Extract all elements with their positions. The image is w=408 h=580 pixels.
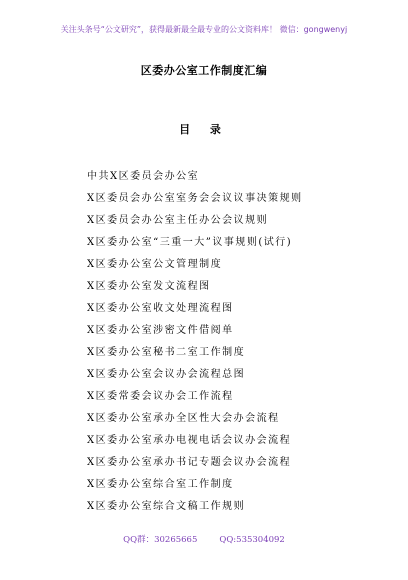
toc-list bbox=[87, 166, 303, 518]
toc-item[interactable]: X区委常委会议办会工作流程 bbox=[87, 391, 234, 402]
toc-heading: 目 录 bbox=[179, 123, 229, 136]
toc-item[interactable]: X区委办公室“三重一大”议事规则(试行) bbox=[87, 237, 293, 248]
qq-text: QQ:535304092 bbox=[219, 535, 285, 545]
toc-item[interactable]: 中共X区委员会办公室 bbox=[87, 171, 200, 182]
header-note: 关注头条号“公文研究”，获得最新最全最专业的公文资料库！ 微信：gongwenyj bbox=[60, 25, 348, 34]
toc-item[interactable]: X区委办公室秘书二室工作制度 bbox=[87, 347, 246, 358]
toc-item[interactable]: X区委办公室涉密文件借阅单 bbox=[87, 325, 234, 336]
toc-item[interactable]: X区委员会办公室室务会会议议事决策规则 bbox=[87, 193, 303, 204]
toc-item[interactable]: X区委办公室会议办会流程总图 bbox=[87, 369, 246, 380]
toc-item[interactable]: X区委办公室发文流程图 bbox=[87, 281, 211, 292]
toc-item[interactable]: X区委办公室承办电视电话会议办会流程 bbox=[87, 435, 292, 446]
footer-contact bbox=[0, 533, 408, 545]
toc-item[interactable]: X区委办公室综合文稿工作规则 bbox=[87, 501, 246, 512]
toc-item[interactable]: X区委办公室承办书记专题会议办会流程 bbox=[87, 457, 292, 468]
toc-item[interactable]: X区委办公室收文处理流程图 bbox=[87, 303, 234, 314]
toc-item[interactable]: X区委办公室公文管理制度 bbox=[87, 259, 223, 270]
toc-item[interactable]: X区委员会办公室主任办公会议规则 bbox=[87, 215, 269, 226]
toc-item[interactable]: X区委办公室综合室工作制度 bbox=[87, 479, 234, 490]
document-title: 区委办公室工作制度汇编 bbox=[140, 64, 268, 77]
qq-group-text: QQ群：30265665 bbox=[123, 535, 198, 545]
toc-item[interactable]: X区委办公室承办全区性大会办会流程 bbox=[87, 413, 280, 424]
